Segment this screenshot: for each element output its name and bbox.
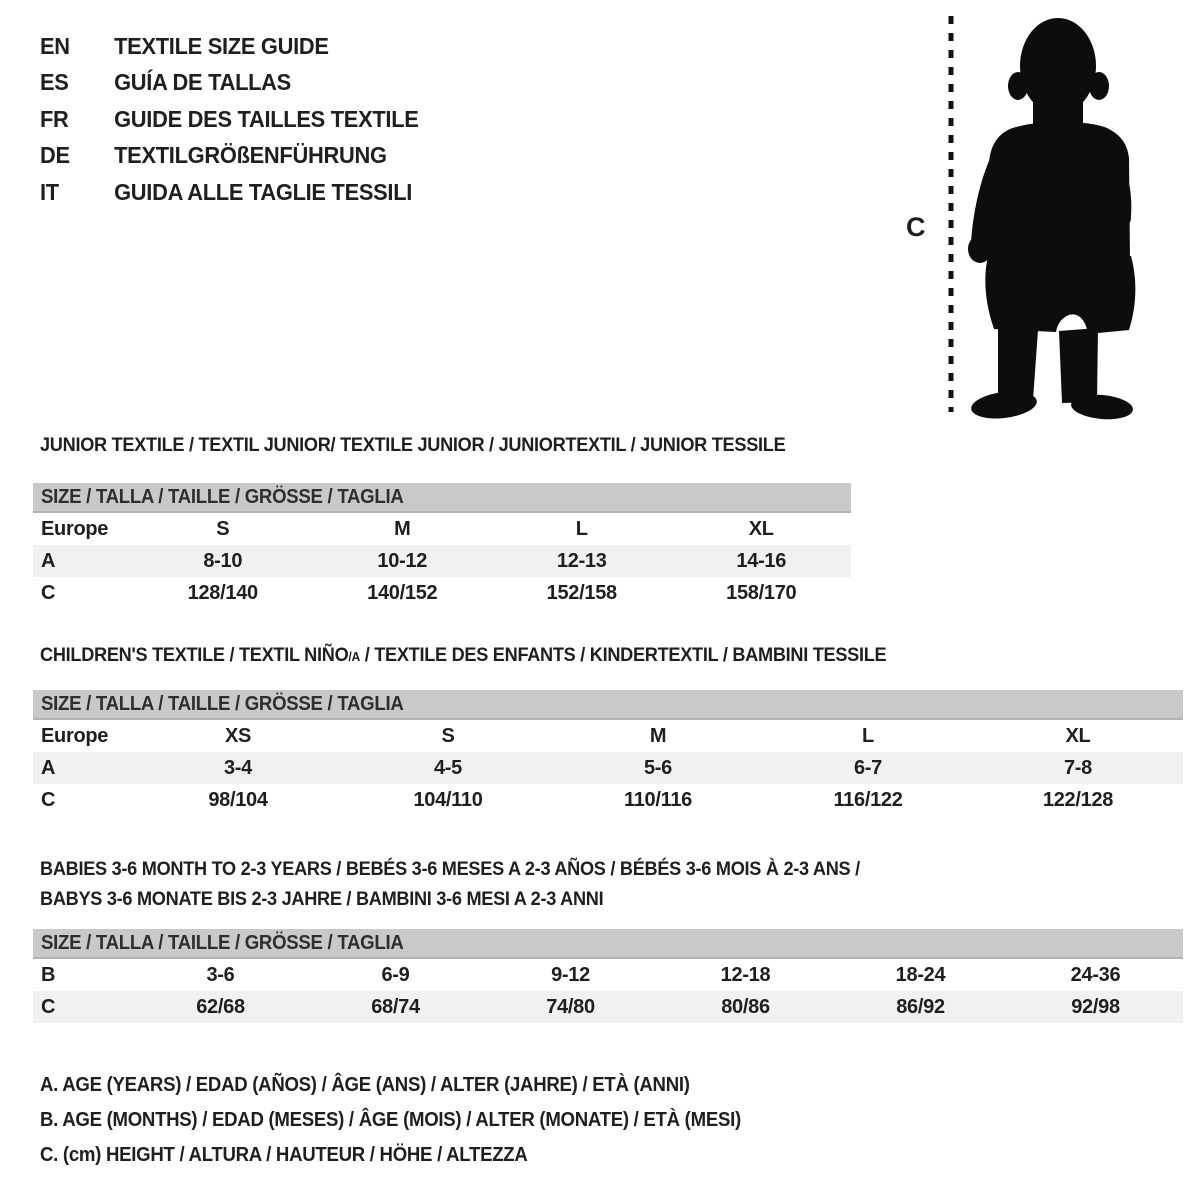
legend-height-cm: C. (cm) HEIGHT / ALTURA / HAUTEUR / HÖHE / ALTEZZA (40, 1144, 528, 1166)
children-size-table (33, 690, 1183, 816)
language-code: IT (40, 178, 59, 205)
size-header-bar: SIZE / TALLA / TAILLE / GRÖSSE / TAGLIA (33, 929, 1183, 959)
language-code: FR (40, 105, 69, 132)
height-cell: 158/170 (726, 581, 797, 604)
size-cell: L (862, 724, 874, 747)
age-cell: 6-7 (853, 756, 882, 779)
legend-age-months: B. AGE (MONTHS) / EDAD (MESES) / ÂGE (MOIS) / ALTER (MONATE) / ETÀ (MESI) (40, 1109, 741, 1131)
babies-height-row (33, 991, 1183, 1023)
junior-height-row (33, 577, 851, 609)
size-cell: XL (1065, 724, 1091, 747)
age-cell: 5-6 (643, 756, 672, 779)
age-cell: 3-4 (223, 756, 252, 779)
size-cell: S (216, 517, 230, 540)
size-header-bar: SIZE / TALLA / TAILLE / GRÖSSE / TAGLIA (33, 483, 851, 513)
language-code: EN (40, 32, 70, 59)
row-label: Europe (41, 724, 109, 747)
size-header-bar: SIZE / TALLA / TAILLE / GRÖSSE / TAGLIA (33, 690, 1183, 720)
guide-title-de: TEXTILGRÖßENFÜHRUNG (114, 142, 387, 169)
months-cell: 3-6 (206, 963, 235, 986)
toddler-silhouette-icon (930, 8, 1180, 420)
children-section-title: CHILDREN'S TEXTILE / TEXTIL NIÑO/A / TEXTILE DES ENFANTS / KINDERTEXTIL / BAMBINI TESSILE (40, 644, 887, 666)
junior-age-row (33, 545, 851, 577)
age-cell: 10-12 (377, 549, 428, 572)
row-label: C (41, 788, 56, 811)
height-cell: 122/128 (1042, 788, 1114, 811)
measure-legend (40, 1068, 794, 1173)
language-row-de (40, 138, 419, 175)
size-cell: XS (224, 724, 252, 747)
children-age-row (33, 752, 1183, 784)
language-code: ES (40, 69, 69, 96)
babies-size-table (33, 929, 1183, 1023)
height-cell: 110/116 (624, 788, 692, 811)
row-label: C (41, 995, 56, 1018)
height-cell: 80/86 (721, 995, 770, 1018)
height-cell: 86/92 (896, 995, 945, 1018)
months-cell: 24-36 (1070, 963, 1121, 986)
language-row-en (40, 28, 419, 65)
language-row-fr (40, 101, 419, 138)
babies-months-row (33, 959, 1183, 991)
guide-title-en: TEXTILE SIZE GUIDE (114, 32, 329, 59)
language-row-it (40, 174, 419, 211)
size-cell: L (575, 517, 588, 540)
height-measure-label: C (906, 212, 926, 242)
height-cell: 68/74 (371, 995, 420, 1018)
legend-age-years: A. AGE (YEARS) / EDAD (AÑOS) / ÂGE (ANS) / ALTER (JAHRE) / ETÀ (ANNI) (40, 1074, 690, 1096)
children-sizes-row (33, 720, 1183, 752)
row-label: A (41, 756, 56, 779)
months-cell: 6-9 (381, 963, 410, 986)
row-label: C (41, 581, 56, 604)
row-label: Europe (41, 517, 109, 540)
height-cell: 74/80 (546, 995, 595, 1018)
nino-a-suffix: /A (348, 649, 360, 664)
height-cell: 98/104 (208, 788, 268, 811)
size-cell: M (394, 517, 411, 540)
age-cell: 7-8 (1063, 756, 1092, 779)
toddler-figure (930, 8, 1180, 420)
language-title-list (40, 28, 439, 211)
height-cell: 128/140 (187, 581, 258, 604)
babies-section-title: BABIES 3-6 MONTH TO 2-3 YEARS / BEBÉS 3-6 MESES A 2-3 AÑOS / BÉBÉS 3-6 MOIS À 2-3 ANS / BABYS 3-6 MONATE BIS 2-3 JAHRE / BAMBINI 3-6 MESI A 2-3 ANNI (40, 858, 860, 910)
months-cell: 18-24 (895, 963, 946, 986)
row-label: B (41, 963, 56, 986)
junior-sizes-row (33, 513, 851, 545)
guide-title-es: GUÍA DE TALLAS (114, 69, 291, 96)
toddler-silhouette-shape (968, 18, 1135, 420)
guide-title-fr: GUIDE DES TAILLES TEXTILE (114, 105, 419, 132)
junior-size-table (33, 483, 851, 609)
guide-title-it: GUIDA ALLE TAGLIE TESSILI (114, 178, 413, 205)
row-label: A (41, 549, 56, 572)
height-cell: 140/152 (367, 581, 438, 604)
months-cell: 12-18 (720, 963, 771, 986)
height-cell: 62/68 (196, 995, 245, 1018)
height-cell: 92/98 (1071, 995, 1120, 1018)
age-cell: 4-5 (433, 756, 462, 779)
size-cell: S (441, 724, 455, 747)
size-cell: XL (748, 517, 774, 540)
height-cell: 116/122 (833, 788, 903, 811)
months-cell: 9-12 (551, 963, 590, 986)
language-code: DE (40, 142, 70, 169)
height-cell: 104/110 (413, 788, 483, 811)
children-height-row (33, 784, 1183, 816)
language-row-es (40, 65, 419, 102)
junior-section-title: JUNIOR TEXTILE / TEXTIL JUNIOR/ TEXTILE JUNIOR / JUNIORTEXTIL / JUNIOR TESSILE (40, 434, 786, 456)
size-cell: M (649, 724, 667, 747)
age-cell: 8-10 (203, 549, 243, 572)
age-cell: 12-13 (556, 549, 607, 572)
height-cell: 152/158 (546, 581, 617, 604)
age-cell: 14-16 (736, 549, 787, 572)
